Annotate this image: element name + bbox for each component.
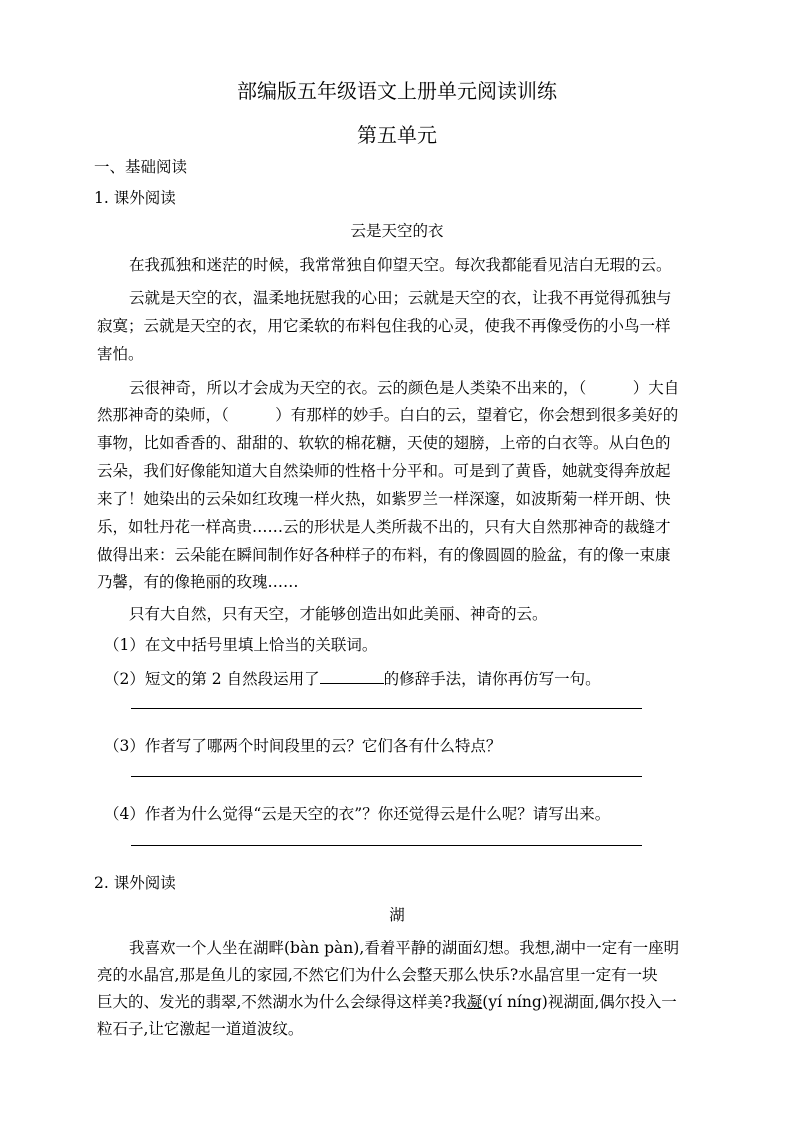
question-3: （3）作者写了哪两个时间段里的云？它们各有什么特点？ (104, 737, 502, 755)
unit-title: 第五单元 (357, 123, 437, 147)
passage-1-line: 寂寞；云就是天空的衣，用它柔软的布料包住我的心灵，使我不再像受伤的小鸟一样 (97, 317, 671, 335)
reading-2-label: 2. 课外阅读 (94, 874, 176, 892)
answer-line[interactable] (131, 708, 642, 709)
marked-character: 凝 (466, 993, 483, 1011)
passage-1-title: 云是天空的衣 (350, 222, 444, 240)
passage-1-line: 害怕。 (97, 345, 144, 363)
question-1: （1）在文中括号里填上恰当的关联词。 (104, 636, 378, 654)
passage-2-text: (yí níng)视湖面,偶尔投入一 (482, 993, 677, 1011)
passage-1-line: 在我孤独和迷茫的时候，我常常独自仰望天空。每次我都能看见洁白无瑕的云。 (129, 256, 672, 274)
passage-1-line: 事物，比如香香的、甜甜的、软软的棉花糖，天使的翅膀，上帝的白衣等。从白色的 (97, 434, 671, 452)
page-title: 部编版五年级语文上册单元阅读训练 (237, 79, 557, 103)
passage-1-line: 乃馨，有的像艳丽的玫瑰…… (97, 573, 299, 591)
question-2-text: （2）短文的第 2 自然段运用了 (104, 670, 320, 688)
fill-blank[interactable] (320, 667, 384, 684)
passage-1-line: 只有大自然，只有天空，才能够创造出如此美丽、神奇的云。 (129, 605, 548, 623)
question-4: （4）作者为什么觉得“云是天空的衣”？你还觉得云是什么呢？请写出来。 (104, 805, 611, 823)
answer-line[interactable] (131, 845, 642, 846)
passage-1-line: 乐，如牡丹花一样高贵……云的形状是人类所裁不出的，只有大自然那神奇的裁缝才 (97, 518, 671, 536)
question-2-text: 的修辞手法，请你再仿写一句。 (383, 670, 601, 688)
passage-1-line: 来了！她染出的云朵如红玫瑰一样火热，如紫罗兰一样深邃，如波斯菊一样开朗、快 (97, 490, 671, 508)
question-2 (104, 667, 601, 690)
passage-2-line: 粒石子,让它激起一道道波纹。 (97, 1020, 304, 1038)
passage-2-line (97, 991, 677, 1013)
passage-2-line: 我喜欢一个人坐在湖畔(bàn pàn),看着平静的湖面幻想。我想,湖中一定有一座明 (129, 939, 680, 957)
passage-2-text: 巨大的、发光的翡翠,不然湖水为什么会绿得这样美?我 (97, 993, 467, 1011)
section-heading: 一、基础阅读 (94, 158, 188, 176)
reading-1-label: 1. 课外阅读 (94, 189, 176, 207)
passage-1-line: 云很神奇，所以才会成为天空的衣。云的颜色是人类染不出来的，（ ）大自 (129, 379, 680, 397)
passage-1-line: 然那神奇的染师，（ ）有那样的妙手。白白的云，望着它，你会想到很多美好的 (97, 406, 679, 424)
passage-1-line: 云就是天空的衣，温柔地抚慰我的心田；云就是天空的衣，让我不再觉得孤独与 (129, 289, 672, 307)
passage-2-title: 湖 (389, 906, 405, 924)
passage-1-line: 做得出来：云朵能在瞬间制作好各种样子的布料，有的像圆圆的脸盆，有的像一束康 (97, 546, 671, 564)
answer-line[interactable] (131, 776, 642, 777)
passage-2-line: 亮的水晶宫,那是鱼儿的家园,不然它们为什么会整天那么快乐?水晶宫里一定有一块 (97, 966, 658, 984)
passage-1-line: 云朵，我们好像能知道大自然染师的性格十分平和。可是到了黄昏，她就变得奔放起 (97, 462, 671, 480)
